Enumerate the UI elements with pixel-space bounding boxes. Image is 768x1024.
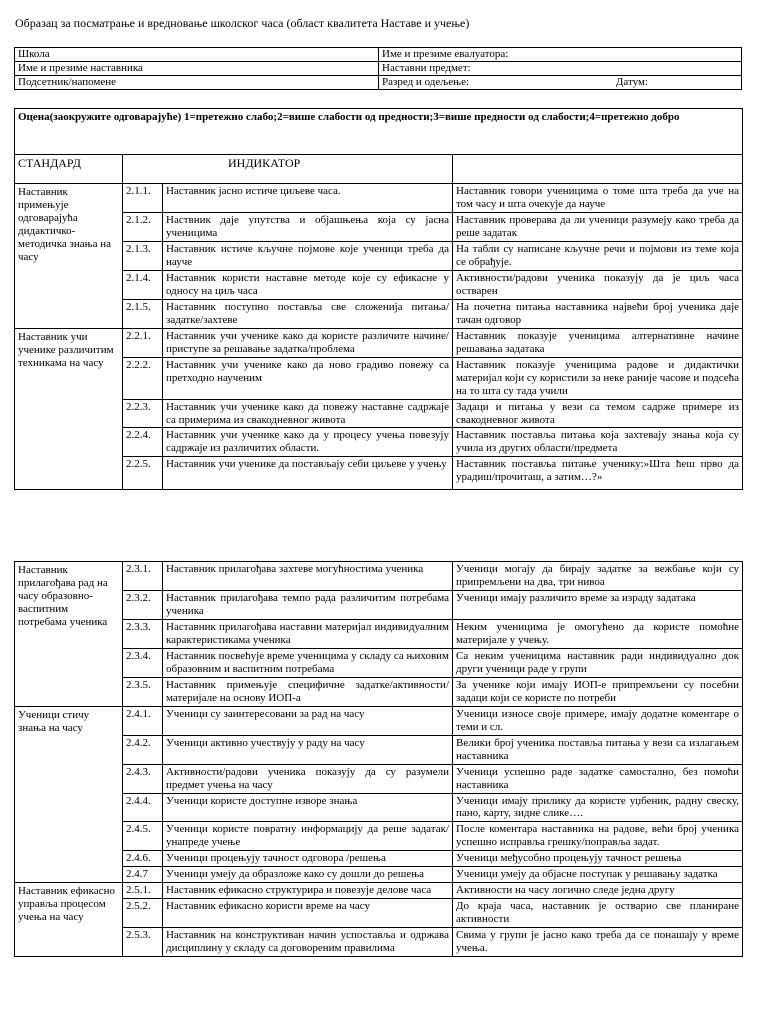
indicator-row bbox=[15, 399, 743, 428]
indicator-number: 2.4.3. bbox=[123, 764, 163, 793]
indicator-row bbox=[15, 562, 743, 591]
standard-cell: Наставник примењује одговарајућа дидактичко-методичка знања на часу bbox=[15, 184, 123, 329]
indicator-example: Велики број ученика поставља питања у вези са излагањем наставника bbox=[453, 735, 743, 764]
indicator-row bbox=[15, 867, 743, 883]
indicator-number: 2.2.3. bbox=[123, 399, 163, 428]
indicator-row bbox=[15, 928, 743, 957]
indicator-example: За ученике који имају ИОП-е припремљени су посебни задаци који се користе по потреби bbox=[453, 677, 743, 706]
indicator-text: Наставник ефикасно структурира и повезује делове часа bbox=[163, 883, 453, 899]
indicator-text: Наставник прилагођава захтеве могућностима ученика bbox=[163, 562, 453, 591]
subject-field[interactable]: Наставни предмет: bbox=[379, 62, 742, 76]
notes-field[interactable]: Подсетник/напомене bbox=[15, 76, 379, 90]
indicator-row bbox=[15, 735, 743, 764]
indicator-number: 2.3.1. bbox=[123, 562, 163, 591]
indicator-number: 2.5.3. bbox=[123, 928, 163, 957]
indicator-number: 2.3.2. bbox=[123, 590, 163, 619]
indicator-text: Ученици умеју да образложе како су дошли до решења bbox=[163, 867, 453, 883]
indicator-row bbox=[15, 212, 743, 241]
standard-cell: Наставник учи ученике различитим техникама на часу bbox=[15, 328, 123, 490]
rating-instructions: Оцена(заокружите одговарајуће) 1=претежно слабо;2=више слабости од предности;3=више предности од слабости;4=претежно добро bbox=[15, 109, 743, 155]
indicator-text: Наставник примењује специфичне задатке/активности/материјале на основу ИОП-а bbox=[163, 677, 453, 706]
indicator-example: Активности на часу логично следе једна другу bbox=[453, 883, 743, 899]
indicator-text: Наставник посвећује време ученицима у складу са њиховим образовним и васпитним потребама bbox=[163, 648, 453, 677]
indicator-example: На почетна питања наставника највећи број ученика даје тачан одговор bbox=[453, 299, 743, 328]
indicator-row bbox=[15, 883, 743, 899]
indicator-row bbox=[15, 428, 743, 457]
indicator-example: На табли су написане кључне речи и појмови из теме која се обрађује. bbox=[453, 241, 743, 270]
indicator-example: Наставник поставља питање ученику:»Шта ћеш прво да урадиш/прочиташ, а затим…?» bbox=[453, 457, 743, 490]
indicator-example: До краја часа, наставник је остварио све планиране активности bbox=[453, 899, 743, 928]
indicator-number: 2.1.4. bbox=[123, 270, 163, 299]
grade-date-field[interactable] bbox=[379, 76, 742, 90]
indicator-example: Активности/радови ученика показују да је циљ часа остварен bbox=[453, 270, 743, 299]
indicator-example: Наставник показује ученицима радове и дидактички материјал који су користили за неке раније часове и подсећа на то шта су тада учили bbox=[453, 357, 743, 399]
indicator-number: 2.4.4. bbox=[123, 793, 163, 822]
indicator-text: Наствник даје упутства и објашњења која су јасна ученицима bbox=[163, 212, 453, 241]
indicator-number: 2.1.5. bbox=[123, 299, 163, 328]
indicator-row bbox=[15, 270, 743, 299]
indicator-number: 2.1.3. bbox=[123, 241, 163, 270]
indicator-text: Ученици су заинтересовани за рад на часу bbox=[163, 706, 453, 735]
indicator-text: Наставник учи ученике како да у процесу учења повезују садржаје из различитих области. bbox=[163, 428, 453, 457]
indicator-row bbox=[15, 899, 743, 928]
indicator-row bbox=[15, 457, 743, 490]
evaluation-table-1 bbox=[14, 108, 743, 490]
indicator-text: Наставник учи ученике да постављају себи циљеве у учењу bbox=[163, 457, 453, 490]
standard-cell: Ученици стичу знања на часу bbox=[15, 706, 123, 883]
indicator-text: Активности/радови ученика показују да су разумели предмет учења на часу bbox=[163, 764, 453, 793]
indicator-example: Наставник проверава да ли ученици разумеју како треба да реше задатак bbox=[453, 212, 743, 241]
indicator-text: Наставник истиче кључне појмове које ученици треба да науче bbox=[163, 241, 453, 270]
indicator-number: 2.5.1. bbox=[123, 883, 163, 899]
indicator-row bbox=[15, 590, 743, 619]
indicator-text: Наставник користи наставне методе које су ефикасне у односу на циљ часа bbox=[163, 270, 453, 299]
indicator-text: Наставник учи ученике како да користе различите начине/приступе за решавање задатка/проблема bbox=[163, 328, 453, 357]
evaluator-field[interactable]: Име и презиме евалуатора: bbox=[379, 48, 742, 62]
indicator-number: 2.4.5. bbox=[123, 822, 163, 851]
info-table bbox=[14, 47, 742, 90]
indicator-number: 2.3.5. bbox=[123, 677, 163, 706]
indicator-number: 2.1.2. bbox=[123, 212, 163, 241]
info-row bbox=[15, 48, 742, 62]
indicator-example: Ученици могају да бирају задатке за вежбање који су припремљени на два, три нивоа bbox=[453, 562, 743, 591]
indicator-example: Ученици умеју да објасне поступак у решавању задатка bbox=[453, 867, 743, 883]
indicator-example: Ученици успешно раде задатке самостално, без помоћи наставника bbox=[453, 764, 743, 793]
standard-header: СТАНДАРД bbox=[15, 155, 123, 184]
indicator-number: 2.5.2. bbox=[123, 899, 163, 928]
example-header bbox=[453, 155, 743, 184]
indicator-number: 2.4.7 bbox=[123, 867, 163, 883]
indicator-row bbox=[15, 299, 743, 328]
indicator-row bbox=[15, 822, 743, 851]
indicator-text: Ученици користе повратну информацију да реше задатак/унапреде учење bbox=[163, 822, 453, 851]
indicator-example: Ученици имају различито време за израду задатака bbox=[453, 590, 743, 619]
indicator-example: Ученици имају прилику да користе уџбеник, радну свеску, пано, карту, зидне слике…. bbox=[453, 793, 743, 822]
indicator-row bbox=[15, 241, 743, 270]
info-row bbox=[15, 62, 742, 76]
indicator-example: Наставник поставља питања која захтевају знања која су учила из других области/предмета bbox=[453, 428, 743, 457]
indicator-text: Наставник на конструктиван начин успоставља и одржава дисциплину у складу са договореним правилима bbox=[163, 928, 453, 957]
indicator-text: Ученици процењују тачност одговора /решења bbox=[163, 851, 453, 867]
indicator-example: Наставник показује ученицима алтернативне начине решавања задатака bbox=[453, 328, 743, 357]
grade-label: Разред и одељење: bbox=[382, 76, 470, 88]
indicator-number: 2.1.1. bbox=[123, 184, 163, 213]
indicator-example: Неким ученицима је омогућено да користе помоћне материјале у учењу. bbox=[453, 619, 743, 648]
indicator-row bbox=[15, 851, 743, 867]
indicator-text: Ученици користе доступне изворе знања bbox=[163, 793, 453, 822]
indicator-number: 2.2.2. bbox=[123, 357, 163, 399]
indicator-row bbox=[15, 677, 743, 706]
indicator-number: 2.3.3. bbox=[123, 619, 163, 648]
indicator-text: Наставник ефикасно користи време на часу bbox=[163, 899, 453, 928]
indicator-text: Наставник учи ученике како да повежу наставне садржаје са примерима из свакодневног живота bbox=[163, 399, 453, 428]
date-label: Датум: bbox=[615, 76, 648, 88]
indicator-row bbox=[15, 357, 743, 399]
indicator-text: Ученици активно учествују у раду на часу bbox=[163, 735, 453, 764]
indicator-number: 2.2.4. bbox=[123, 428, 163, 457]
indicator-number: 2.4.1. bbox=[123, 706, 163, 735]
page-title: Образац за посматрање и вредновање школског часа (област квалитета Наставе и учење) bbox=[15, 16, 470, 30]
indicator-row bbox=[15, 793, 743, 822]
indicator-number: 2.4.6. bbox=[123, 851, 163, 867]
indicator-number: 2.2.1. bbox=[123, 328, 163, 357]
indicator-header: ИНДИКАТОР bbox=[123, 155, 453, 184]
indicator-text: Наставник прилагођава наставни материјал индивидуалним карактеристикама ученика bbox=[163, 619, 453, 648]
indicator-text: Наставник поступно поставља све сложенија питања/задатке/захтеве bbox=[163, 299, 453, 328]
indicator-text: Наставник прилагођава темпо рада различитим потребама ученика bbox=[163, 590, 453, 619]
indicator-row bbox=[15, 706, 743, 735]
indicator-row bbox=[15, 648, 743, 677]
indicator-example: Ученици износе своје примере, имају додатне коментаре о теми и сл. bbox=[453, 706, 743, 735]
info-row bbox=[15, 76, 742, 90]
indicator-example: Свима у групи је јасно како треба да се понашају у време учења. bbox=[453, 928, 743, 957]
indicator-row bbox=[15, 764, 743, 793]
indicator-number: 2.2.5. bbox=[123, 457, 163, 490]
indicator-example: После коментара наставника на радове, већи број ученика успешно исправља грешку/поправља задат. bbox=[453, 822, 743, 851]
indicator-example: Наставник говори ученицима о томе шта треба да уче на том часу и шта очекује да науче bbox=[453, 184, 743, 213]
school-field[interactable]: Школа bbox=[15, 48, 379, 62]
indicator-text: Наставник јасно истиче циљеве часа. bbox=[163, 184, 453, 213]
indicator-text: Наставник учи ученике како да ново градиво повежу са претходно наученим bbox=[163, 357, 453, 399]
indicator-number: 2.3.4. bbox=[123, 648, 163, 677]
indicator-example: Ученици међусобно процењују тачност решења bbox=[453, 851, 743, 867]
indicator-row bbox=[15, 328, 743, 357]
standard-cell: Наставник ефикасно управља процесом учења на часу bbox=[15, 883, 123, 957]
indicator-row bbox=[15, 619, 743, 648]
indicator-row bbox=[15, 184, 743, 213]
standard-cell: Наставник прилагођава рад на часу образовно-васпитним потребама ученика bbox=[15, 562, 123, 707]
indicator-example: Са неким ученицима наставник ради индивидуално док други ученици раде у групи bbox=[453, 648, 743, 677]
teacher-field[interactable]: Име и презиме наставника bbox=[15, 62, 379, 76]
evaluation-table-2 bbox=[14, 561, 743, 957]
indicator-example: Задаци и питања у вези са темом садрже примере из свакодневног живота bbox=[453, 399, 743, 428]
indicator-number: 2.4.2. bbox=[123, 735, 163, 764]
